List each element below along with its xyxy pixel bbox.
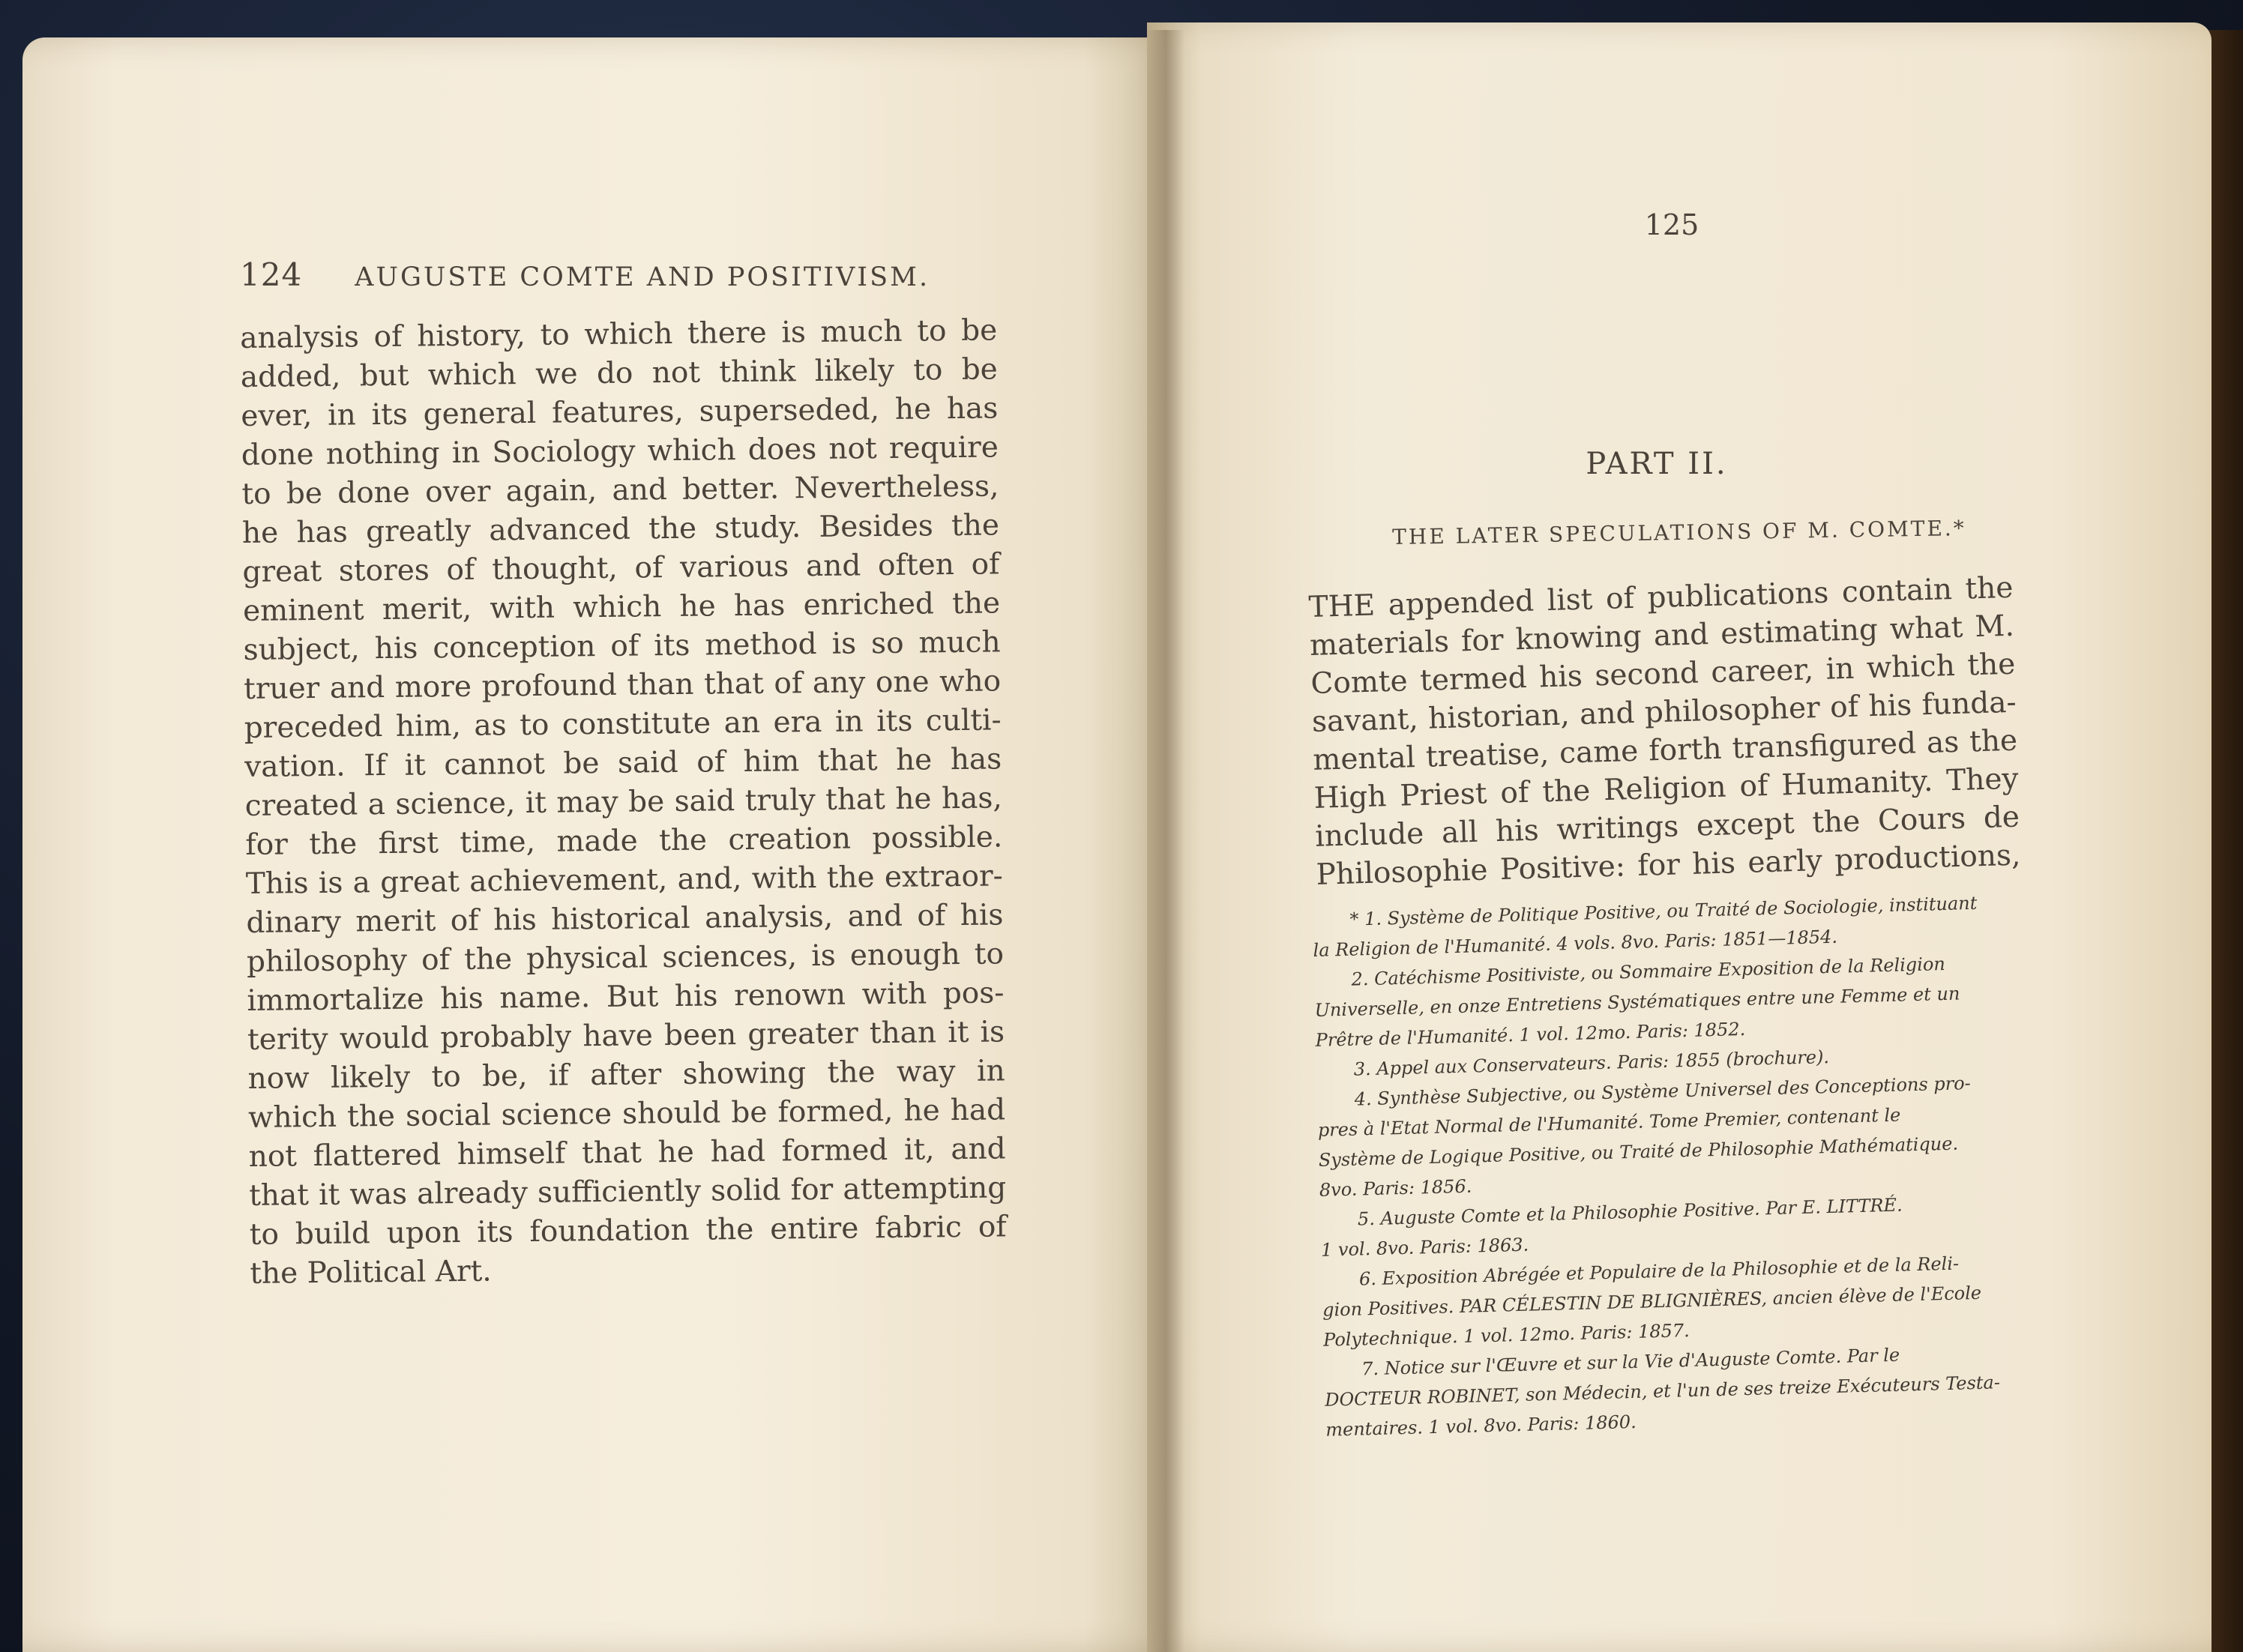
text-line: immortalize his name. But his renown with pos- <box>247 976 1005 1018</box>
text-line: for the first time, made the creation possible. <box>245 820 1003 862</box>
left-body-text <box>240 311 1008 1294</box>
footnote-line: 4. Synthèse Subjective, ou Système Universel des Conceptions pro- <box>1354 1073 1972 1110</box>
footnote-line: Polytechnique. 1 vol. 12mo. Paris: 1857. <box>1322 1320 1690 1351</box>
text-line: to be done over again, and better. Nevertheless, <box>241 469 999 511</box>
text-line: created a science, it may be said truly that he has, <box>244 781 1002 823</box>
text-line: which the social science should be formed, he had <box>247 1093 1006 1135</box>
text-line: ever, in its general features, superseded, he has <box>241 391 999 433</box>
text-line: This is a great achievement, and, with the extraor- <box>245 859 1004 901</box>
text-line: preceded him, as to constitute an era in its culti- <box>244 703 1002 745</box>
part-title: PART II. <box>1586 447 1728 481</box>
footnotes <box>1312 887 2023 1445</box>
footnote-line: gion Positives. PAR CÉLESTIN DE BLIGNIÈRES, ancien élève de l'Ecole <box>1322 1282 1982 1321</box>
left-page <box>22 37 1177 1652</box>
text-line: not flattered himself that he had formed it, and <box>248 1132 1006 1174</box>
footnote-line: 6. Exposition Abrégée et Populaire de la Philosophie et de la Reli- <box>1358 1252 1960 1290</box>
right-page <box>1147 22 2212 1652</box>
text-line: now likely to be, if after showing the way in <box>247 1054 1005 1096</box>
text-line: mental treatise, came forth transfigured as the <box>1312 723 2018 777</box>
footnote-line: 5. Auguste Comte et la Philosophie Positive. Par E. LITTRÉ. <box>1357 1194 1903 1230</box>
text-line: terity would probably have been greater than it is <box>247 1015 1005 1057</box>
book-gutter <box>1147 30 1184 1652</box>
left-running-head <box>240 256 1080 293</box>
footnote-line: Universelle, en onze Entretiens Systématiques entre une Femme et un <box>1314 983 1960 1021</box>
text-line: added, but which we do not think likely to be <box>240 352 998 394</box>
text-line: eminent merit, with which he has enriched the <box>242 586 1001 628</box>
footnote-line: 1 vol. 8vo. Paris: 1863. <box>1320 1234 1529 1261</box>
footnote-line: la Religion de l'Humanité. 4 vols. 8vo. Paris: 1851—1854. <box>1313 926 1838 961</box>
text-line: philosophy of the physical sciences, is enough to <box>246 937 1005 979</box>
text-line: he has greatly advanced the study. Besides the <box>241 508 1000 550</box>
footnote-line: * 1. Système de Politique Positive, ou Traité de Sociologie, instituant <box>1349 892 1978 930</box>
text-line: Comte termed his second career, in which the <box>1310 647 2016 701</box>
text-line: vation. If it cannot be said of him that he has <box>244 742 1002 784</box>
text-line: that it was already sufficiently solid for attempting <box>249 1171 1007 1213</box>
running-head-title: AUGUSTE COMTE AND POSITIVISM. <box>355 262 930 292</box>
text-line: the Political Art. <box>250 1254 492 1291</box>
text-line: analysis of history, to which there is much to be <box>240 313 998 355</box>
footnote-line: 2. Catéchisme Positiviste, ou Sommaire Exposition de la Religion <box>1351 953 1946 990</box>
text-line: savant, historian, and philosopher of his funda- <box>1311 685 2017 739</box>
right-body-text <box>1308 569 2021 894</box>
text-line: High Priest of the Religion of Humanity. They <box>1313 762 2020 816</box>
footnote-line: 8vo. Paris: 1856. <box>1319 1175 1472 1201</box>
footnote-line: Système de Logique Positive, ou Traité de Philosophie Mathématique. <box>1318 1133 1959 1171</box>
text-line: materials for knowing and estimating what M. <box>1309 609 2015 663</box>
footnote-line: 3. Appel aux Conservateurs. Paris: 1855 (brochure). <box>1353 1046 1830 1080</box>
text-line: include all his writings except the Cours de <box>1314 800 2020 854</box>
text-line: Philosophie Positive: for his early productions, <box>1316 838 2021 892</box>
text-line: subject, his conception of its method is so much <box>243 625 1001 667</box>
text-line: great stores of thought, of various and often of <box>242 547 1000 589</box>
footnote-line: 7. Notice sur l'Œuvre et sur la Vie d'Auguste Comte. Par le <box>1361 1344 1900 1380</box>
footnote-line: pres à l'Etat Normal de l'Humanité. Tome Premier, contenant le <box>1317 1104 1901 1141</box>
left-page-number: 124 <box>240 256 303 293</box>
section-title: THE LATER SPECULATIONS OF M. COMTE.* <box>1391 515 1967 550</box>
text-line: truer and more profound than that of any one who <box>243 664 1002 706</box>
text-line: to build upon its foundation the entire fabric of <box>249 1210 1007 1252</box>
text-line: THE appended list of publications contain the <box>1308 570 2014 624</box>
right-page-number: 125 <box>1644 208 1699 241</box>
text-line: dinary merit of his historical analysis, and of his <box>246 898 1004 940</box>
footnote-line: mentaires. 1 vol. 8vo. Paris: 1860. <box>1325 1411 1637 1441</box>
footnote-line: DOCTEUR ROBINET, son Médecin, et l'un de ses treize Exécuteurs Testa- <box>1324 1372 2001 1411</box>
text-line: done nothing in Sociology which does not require <box>241 430 999 472</box>
footnote-line: Prêtre de l'Humanité. 1 vol. 12mo. Paris: 1852. <box>1315 1018 1746 1051</box>
